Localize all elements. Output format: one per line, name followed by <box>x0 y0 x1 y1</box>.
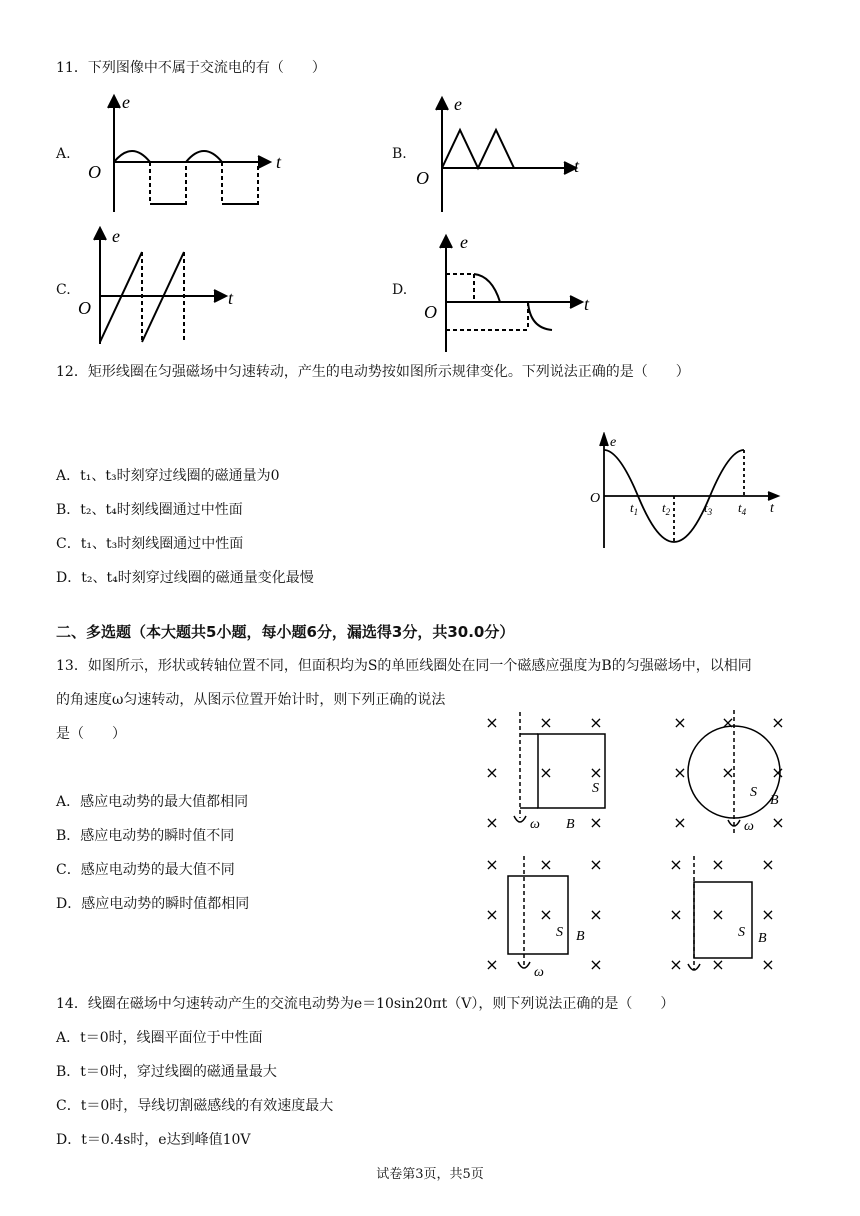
svg-text:×: × <box>673 763 687 782</box>
q12-option-a: A．t₁、t₃时刻穿过线圈的磁通量为0 <box>56 468 280 484</box>
svg-text:×: × <box>721 763 735 782</box>
svg-text:e: e <box>454 94 462 114</box>
svg-text:t: t <box>770 501 774 516</box>
q14-option-b: B．t＝0时，穿过线圈的磁通量最大 <box>56 1064 277 1080</box>
svg-text:S: S <box>592 781 599 796</box>
svg-text:S: S <box>556 925 563 940</box>
q11-graph-c <box>76 226 256 350</box>
svg-text:B: B <box>576 929 585 944</box>
svg-text:×: × <box>711 905 725 924</box>
svg-text:×: × <box>711 955 725 974</box>
svg-text:×: × <box>485 713 499 732</box>
svg-text:ω: ω <box>744 819 754 834</box>
svg-text:×: × <box>589 763 603 782</box>
svg-text:ω: ω <box>530 817 540 832</box>
svg-text:e: e <box>460 232 468 252</box>
svg-text:×: × <box>673 713 687 732</box>
q11-stem: 11．下列图像中不属于交流电的有（ ） <box>56 60 326 76</box>
svg-text:×: × <box>669 955 683 974</box>
svg-text:×: × <box>539 713 553 732</box>
q12-option-b: B．t₂、t₄时刻线圈通过中性面 <box>56 502 243 518</box>
q13-option-b: B．感应电动势的瞬时值不同 <box>56 828 235 844</box>
svg-text:B: B <box>758 931 767 946</box>
svg-text:×: × <box>761 855 775 874</box>
q13-coil-fig-3 <box>480 852 620 982</box>
q12-option-d: D．t₂、t₄时刻穿过线圈的磁通量变化最慢 <box>56 570 314 586</box>
svg-text:t: t <box>228 288 234 308</box>
q11-option-d-label: D. <box>392 282 408 298</box>
svg-text:×: × <box>485 955 499 974</box>
q11-option-b-label: B. <box>392 146 407 162</box>
svg-text:t: t <box>584 294 590 314</box>
svg-text:e: e <box>610 435 617 450</box>
q12-stem: 12．矩形线圈在匀强磁场中匀速转动，产生的电动势按如图所示规律变化。下列说法正确的是（ ） <box>56 364 690 380</box>
svg-text:×: × <box>711 855 725 874</box>
svg-text:×: × <box>485 905 499 924</box>
svg-text:×: × <box>539 905 553 924</box>
q14-option-a: A．t＝0时，线圈平面位于中性面 <box>56 1030 263 1046</box>
svg-text:e: e <box>122 92 130 112</box>
svg-text:×: × <box>539 763 553 782</box>
svg-text:×: × <box>589 955 603 974</box>
svg-text:O: O <box>416 168 429 188</box>
svg-text:O: O <box>78 298 91 318</box>
svg-text:×: × <box>485 763 499 782</box>
svg-text:t2: $t_2$ <box>662 500 671 517</box>
svg-text:×: × <box>485 855 499 874</box>
q13-option-c: C．感应电动势的最大值不同 <box>56 862 235 878</box>
q14-option-d: D．t＝0.4s时，e达到峰值10V <box>56 1132 251 1148</box>
svg-text:S: S <box>738 925 745 940</box>
svg-text:×: × <box>771 763 785 782</box>
q13-stem-line3: 是（ ） <box>56 726 126 742</box>
svg-text:×: × <box>589 813 603 832</box>
q11-graph-a <box>80 88 290 218</box>
svg-text:×: × <box>761 955 775 974</box>
svg-text:×: × <box>771 813 785 832</box>
svg-text:O: O <box>424 302 437 322</box>
q11-option-c-label: C. <box>56 282 71 298</box>
svg-text:×: × <box>539 855 553 874</box>
q11-option-a-label: A. <box>56 146 71 162</box>
q13-coil-fig-2 <box>660 706 800 834</box>
q13-option-a: A．感应电动势的最大值都相同 <box>56 794 249 810</box>
svg-text:S: S <box>750 785 757 800</box>
page-footer: 试卷第3页，共5页 <box>376 1167 484 1182</box>
q13-stem-line1: 13．如图所示，形状或转轴位置不同，但面积均为S的单匝线圈处在同一个磁感应强度为B的匀强磁场中，以相同 <box>56 658 752 674</box>
svg-text:×: × <box>669 905 683 924</box>
svg-text:B: B <box>566 817 575 832</box>
svg-text:O: O <box>88 162 101 182</box>
q13-coil-fig-4 <box>660 852 800 982</box>
svg-text:t: t <box>574 156 580 176</box>
svg-text:O: O <box>590 491 601 506</box>
svg-text:×: × <box>669 855 683 874</box>
svg-text:ω: ω <box>534 965 544 980</box>
q14-option-c: C．t＝0时，导线切割磁感线的有效速度最大 <box>56 1098 334 1114</box>
svg-text:e: e <box>112 226 120 246</box>
svg-text:×: × <box>589 855 603 874</box>
svg-text:×: × <box>589 905 603 924</box>
q13-stem-line2: 的角速度ω匀速转动，从图示位置开始计时，则下列正确的说法 <box>56 692 446 708</box>
svg-text:×: × <box>721 713 735 732</box>
svg-text:×: × <box>589 713 603 732</box>
q13-coil-fig-1 <box>480 706 620 834</box>
q13-option-d: D．感应电动势的瞬时值都相同 <box>56 896 250 912</box>
svg-text:t4: $t_4$ <box>738 500 747 517</box>
svg-text:t3: $t_3$ <box>704 500 713 517</box>
q12-option-c: C．t₁、t₃时刻线圈通过中性面 <box>56 536 244 552</box>
q14-stem: 14．线圈在磁场中匀速转动产生的交流电动势为e＝10sin20πt（V），则下列说法正确的是（ ） <box>56 996 675 1012</box>
svg-text:×: × <box>761 905 775 924</box>
q12-sine-graph <box>586 432 786 552</box>
q11-graph-d <box>420 232 600 356</box>
svg-text:×: × <box>771 713 785 732</box>
svg-text:×: × <box>485 813 499 832</box>
svg-text:t: t <box>276 152 282 172</box>
svg-text:B: B <box>770 793 779 808</box>
svg-text:×: × <box>673 813 687 832</box>
q11-graph-b <box>410 92 590 222</box>
svg-text:t1: $t_1$ <box>630 500 639 517</box>
section2-heading: 二、多选题（本大题共5小题，每小题6分，漏选得3分，共30.0分） <box>56 623 515 641</box>
